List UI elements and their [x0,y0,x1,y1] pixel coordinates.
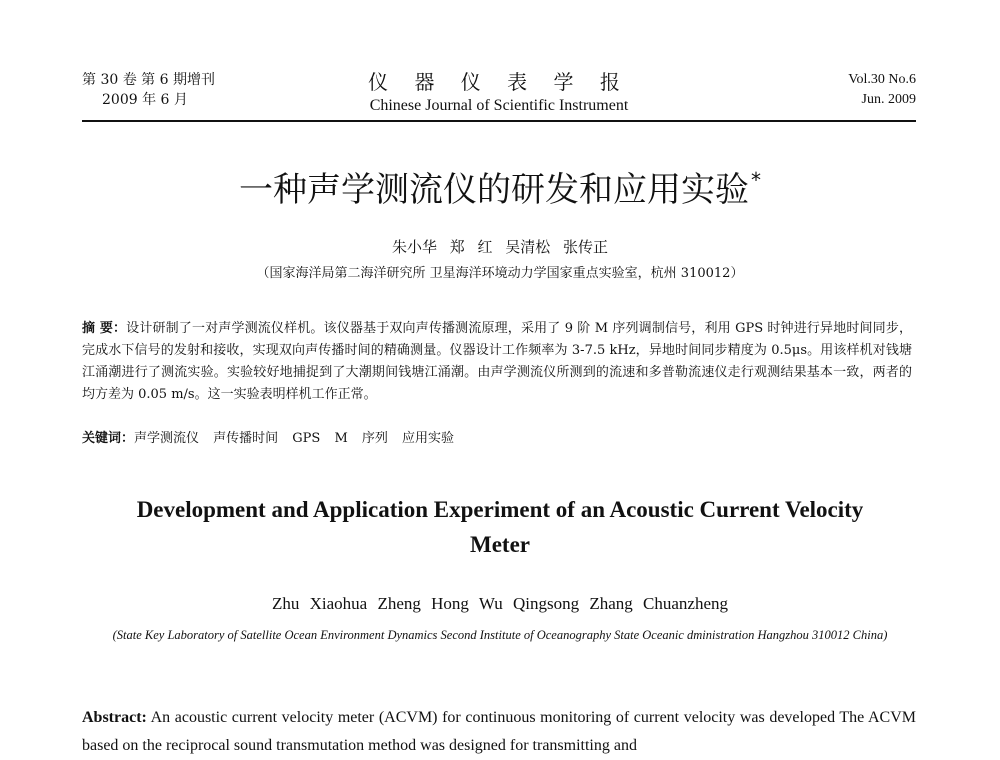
journal-name-cn: 仪 器 仪 表 学 报 [368,70,630,94]
paper-title-cn [0,158,1000,212]
abstract-en-text: An acoustic current velocity meter (ACVM) for continuous monitoring of current velocity was developed The ACVM based on the reciprocal sound transmutation method was designed for transmitting and [82,709,916,754]
title-footnote-mark: * [751,168,761,192]
affiliation-cn: （国家海洋局第二海洋研究所 卫星海洋环境动力学国家重点实验室，杭州 310012） [256,266,744,281]
abstract-en-label: Abstract: [82,709,147,726]
header-center [82,70,916,116]
abstract-cn-label: 摘 要： [82,321,127,336]
journal-name-en: Chinese Journal of Scientific Instrument [369,97,629,114]
keywords-cn-label: 关键词： [82,431,135,446]
authors-en: Zhu Xiaohua Zheng Hong Wu Qingsong Zhang Chuanzheng [271,594,728,613]
journal-header [82,70,916,122]
date-en: Jun. 2009 [861,92,916,107]
abstract-cn [82,318,912,406]
abstract-cn-text: 设计研制了一对声学测流仪样机。该仪器基于双向声传播测流原理，采用了 9 阶 M 序列调制信号，利用 GPS 时钟进行异地时间同步，完成水下信号的发射和接收，实现双向声传播时间的精确测量。仪器设计工作频率为 3-7.5 kHz，异地时间同步精度为 0.5μs。用该样机对钱塘江涌潮进行了测流实验。实验较好地捕捉到了大潮期间钱塘江涌潮。由声学测流仪所测到的流速和多普勒流速仪走行观测结果基本一致，两者的均方差为 0.05 m/s。这一实验表明样机工作正常。 [82,321,912,402]
affiliation-en: (State Key Laboratory of Satellite Ocean Environment Dynamics Second Institute of Oceanography State Oceanic dministration Hangzhou 310012 China) [112,628,888,642]
title-cn-text: 一种声学测流仪的研发和应用实验 [239,170,749,210]
date-cn: 2009 年 6 月 [102,92,188,108]
keywords-cn [82,428,912,450]
header-rule [82,120,916,122]
paper-title-en: Development and Application Experiment of an Acoustic Current Velocity Meter [136,497,864,557]
header-right [848,70,916,110]
keywords-cn-text: 声学测流仪 声传播时间 GPS M 序列 应用实验 [134,431,455,446]
authors-cn: 朱小华 郑 红 吴清松 张传正 [391,238,609,256]
volume-issue-en: Vol.30 No.6 [848,72,916,87]
abstract-en [82,704,916,760]
volume-issue-cn: 第 30 卷 第 6 期增刊 [82,72,215,88]
